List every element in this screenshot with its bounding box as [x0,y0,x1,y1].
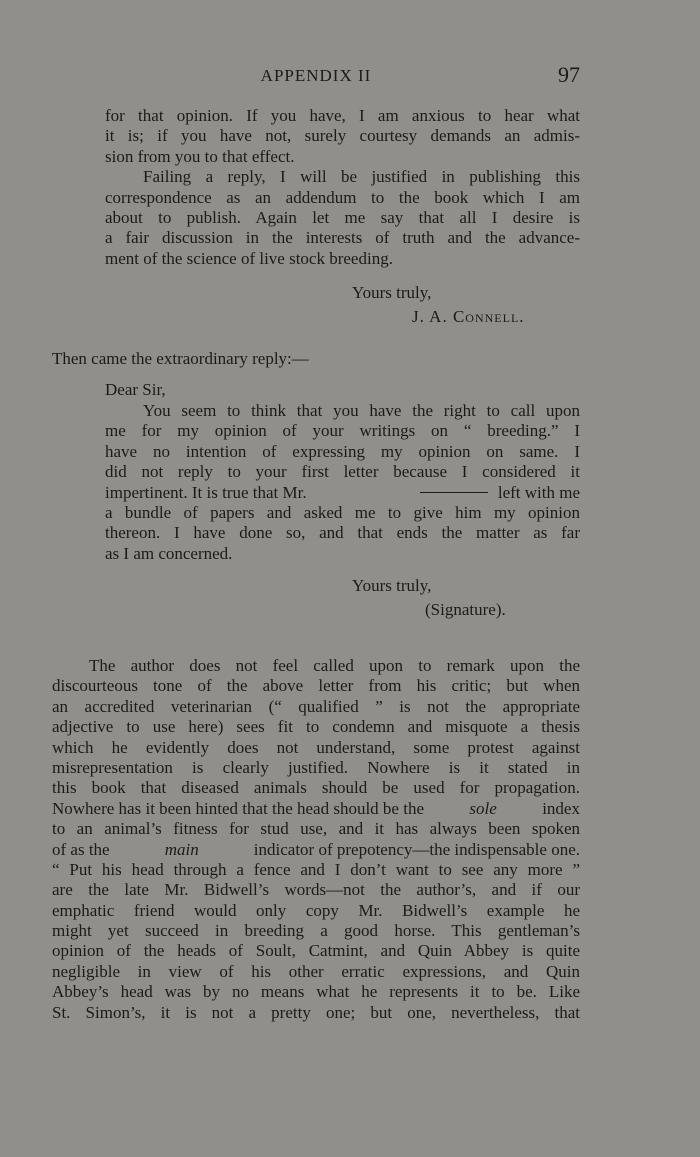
letter-one-signature [412,307,525,327]
text-fragment-group [416,483,580,503]
letter-two-body [105,401,580,564]
text-fragment: impertinent. It is true that Mr. [105,482,307,502]
text-line: correspondence as an addendum to the book which I am [105,187,580,207]
text-line: this book that diseased animals should be used for propagation. [52,778,580,798]
text-line: sion from you to that effect. [105,146,295,166]
letter-two-closing [352,576,431,596]
italic-word: sole [469,798,497,818]
body-paragraph [52,656,580,1023]
signature-text: J. A. Connell. [412,307,525,326]
text-line: did not reply to your first letter because I considered it [105,462,580,482]
redaction-dash [420,492,488,493]
text-line: emphatic friend would only copy Mr. Bidwell’s example he [52,900,580,920]
text-fragment: indicator of prepotency—the indispensable one. [253,839,580,859]
text-line: are the late Mr. Bidwell’s words—not the author’s, and if our [52,880,580,900]
text-line: Failing a reply, I will be justified in publishing this [143,167,580,187]
text-line: ment of the science of live stock breeding. [105,248,393,268]
italic-word: main [164,839,199,859]
text-line: Abbey’s head was by no means what he represents it to be. Like [52,982,580,1002]
text-line: a fair discussion in the interests of truth and the advance- [105,228,580,248]
text-fragment: of as the [52,839,110,859]
text-line: for that opinion. If you have, I am anxious to hear what [105,106,580,125]
text-line: adjective to use here) sees fit to condemn and misquote a thesis [52,717,580,737]
closing-text: Yours truly, [352,283,432,302]
closing-text: Yours truly, [352,576,432,595]
text-line: thereon. I have done so, and that ends the matter as far [105,523,580,543]
letter-one-closing [352,283,431,303]
letter-two-salutation [105,380,166,400]
running-title: APPENDIX II [260,66,372,85]
reply-intro [52,349,309,369]
text-line: opinion of the heads of Soult, Catmint, and Quin Abbey is quite [52,941,580,961]
text-line: Then came the extraordinary reply:— [52,349,309,368]
text-line: The author does not feel called upon to remark upon the [89,656,580,675]
text-line [52,840,580,860]
running-header [52,64,580,90]
text-line: misrepresentation is clearly justified. Nowhere is it stated in [52,757,580,777]
text-line: a bundle of papers and asked me to give him my opinion [105,502,580,522]
text-line: which he evidently does not understand, some protest against [52,737,580,757]
text-line: might yet succeed in breeding a good horse. This gentleman’s [52,921,580,941]
text-line: discourteous tone of the above letter from his critic; but when [52,676,580,696]
text-line: me for my opinion of your writings on “ breeding.” I [105,421,580,441]
text-line [52,799,580,819]
letter-one-body [105,106,580,269]
text-line: as I am concerned. [105,543,233,563]
text-line: St. Simon’s, it is not a pretty one; but one, nevertheless, that [52,1002,580,1022]
letter-two-signature [425,600,506,620]
text-line: have no intention of expressing my opinion on same. I [105,441,580,461]
text-fragment: Nowhere has it been hinted that the head should be the [52,798,424,818]
text-line [105,483,580,503]
text-line: to an animal’s fitness for stud use, and it has always been spoken [52,819,580,839]
text-line: it is; if you have not, surely courtesy demands an admis- [105,126,580,146]
text-fragment: index [542,798,580,818]
text-line: an accredited veterinarian (“ qualified ” is not the appropriate [52,696,580,716]
text-line: about to publish. Again let me say that all I desire is [105,207,580,227]
page-number: 97 [558,62,580,87]
text-line: “ Put his head through a fence and I don’t want to see any more ” [52,859,580,879]
text-fragment: left with me [497,482,580,502]
text-line: negligible in view of his other erratic expressions, and Quin [52,961,580,981]
text-line: You seem to think that you have the right to call upon [143,401,580,420]
salutation-text: Dear Sir, [105,380,166,399]
signature-text: (Signature). [425,600,506,619]
